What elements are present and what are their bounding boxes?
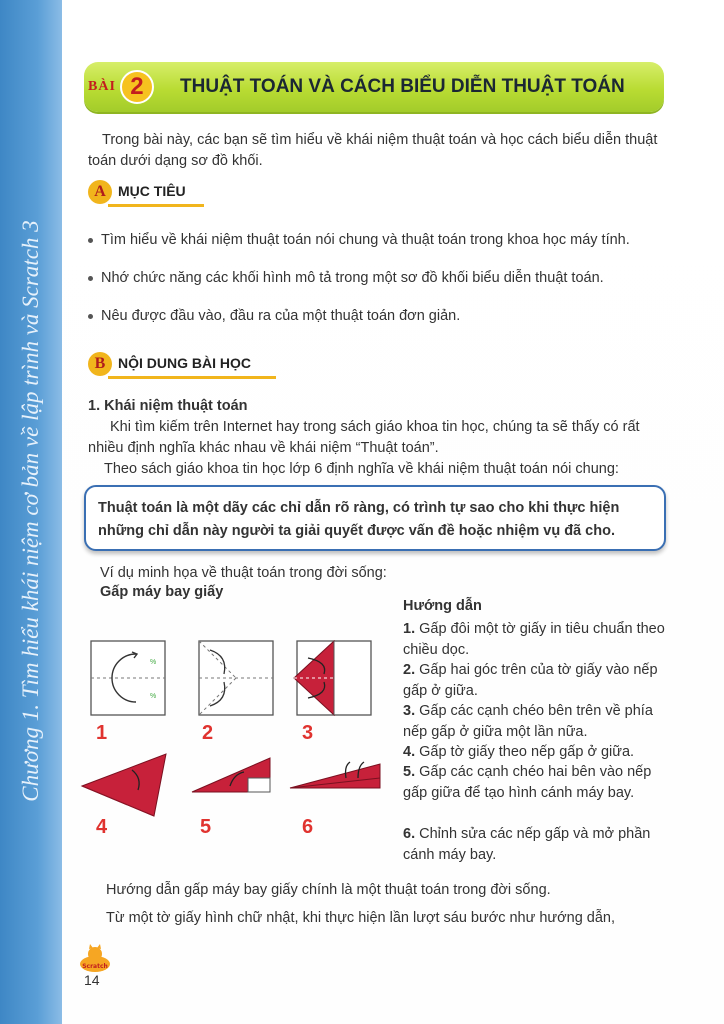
mascot-label: Scratch [82,963,108,970]
steps-title: Hướng dẫn [403,598,482,614]
step-item: 1. Gấp đôi một tờ giấy in tiêu chuẩn theo chiều dọc. [403,621,665,658]
example-title: Gấp máy bay giấy [100,584,224,600]
section-a-label: MỤC TIÊU [118,182,186,199]
fold-step-6-figure [288,758,384,794]
objective-item: Tìm hiểu về khái niệm thuật toán nói chung và thuật toán trong khoa học máy tính. [88,232,630,248]
fold-step-3-figure [292,640,372,716]
section-a-letter: A [88,180,112,204]
svg-text:%: % [150,659,157,666]
section-b-letter: B [88,352,112,376]
closing-paragraph: Từ một tờ giấy hình chữ nhật, khi thực hiện lần lượt sáu bước như hướng dẫn, [106,910,616,926]
bullet-icon [88,314,93,319]
lesson-title: THUẬT TOÁN VÀ CÁCH BIỂU DIỄN THUẬT TOÁN [180,76,625,97]
bullet-icon [88,276,93,281]
lesson-number: 2 [120,70,154,104]
fold-step-2-figure [198,640,274,716]
chapter-sidebar [0,0,62,1024]
svg-text:%: % [150,693,157,700]
chapter-title: Chương 1. Tìm hiểu khái niệm cơ bản về lập trình và Scratch 3 [18,220,43,802]
step-item: 2. Gấp hai góc trên của tờ giấy vào nếp gấp ở giữa. [403,662,658,699]
section-b-underline [108,376,276,379]
figure-number: 4 [96,816,108,838]
fold-step-5-figure [190,756,274,796]
section-a-underline [108,204,204,207]
lesson-badge [88,70,154,104]
concept-heading: 1. Khái niệm thuật toán [88,398,248,414]
figure-number: 6 [302,816,314,838]
example-intro: Ví dụ minh họa về thuật toán trong đời sống: [100,565,387,581]
concept-paragraph: Theo sách giáo khoa tin học lớp 6 định nghĩa về khái niệm thuật toán nói chung: [104,461,619,477]
step-item: 6. Chỉnh sửa các nếp gấp và mở phần cánh máy bay. [403,826,651,863]
figure-number: 1 [96,722,108,744]
intro-paragraph: Trong bài này, các bạn sẽ tìm hiểu về khái niệm thuật toán và học cách biểu diễn thuật toán dưới dạng sơ đồ khối. [88,132,658,169]
scratch-cat-icon [78,944,112,974]
lesson-word: BÀI [88,79,116,94]
page-number: 14 [84,972,100,988]
definition-text: Thuật toán là một dãy các chỉ dẫn rõ ràng, có trình tự sao cho khi thực hiện những chỉ dẫn này người ta giải quyết được vấn đề hoặc nhiệm vụ đã cho. [98,500,620,539]
section-b-label: NỘI DUNG BÀI HỌC [118,354,251,371]
objective-item: Nhớ chức năng các khối hình mô tả trong một sơ đồ khối biểu diễn thuật toán. [88,270,604,286]
figure-number: 2 [202,722,214,744]
section-b-heading [88,352,251,376]
step-item: 5. Gấp các cạnh chéo hai bên vào nếp gấp giữa để tạo hình cánh máy bay. [403,764,652,801]
fold-step-1-figure [90,640,166,716]
concept-paragraph: Khi tìm kiếm trên Internet hay trong sách giáo khoa tin học, chúng ta sẽ thấy có rất nhiều định nghĩa khác nhau về khái niệm “Thuật toán”. [88,419,640,456]
step-item: 4. Gấp tờ giấy theo nếp gấp ở giữa. [403,744,635,760]
section-a-heading [88,180,186,204]
fold-step-4-figure [80,752,170,818]
closing-paragraph: Hướng dẫn gấp máy bay giấy chính là một thuật toán trong đời sống. [106,882,551,898]
figure-number: 5 [200,816,212,838]
figure-number: 3 [302,722,314,744]
bullet-icon [88,238,93,243]
objective-item: Nêu được đầu vào, đầu ra của một thuật toán đơn giản. [88,308,460,324]
step-item: 3. Gấp các cạnh chéo bên trên về phía nếp gấp ở giữa một lần nữa. [403,703,653,740]
